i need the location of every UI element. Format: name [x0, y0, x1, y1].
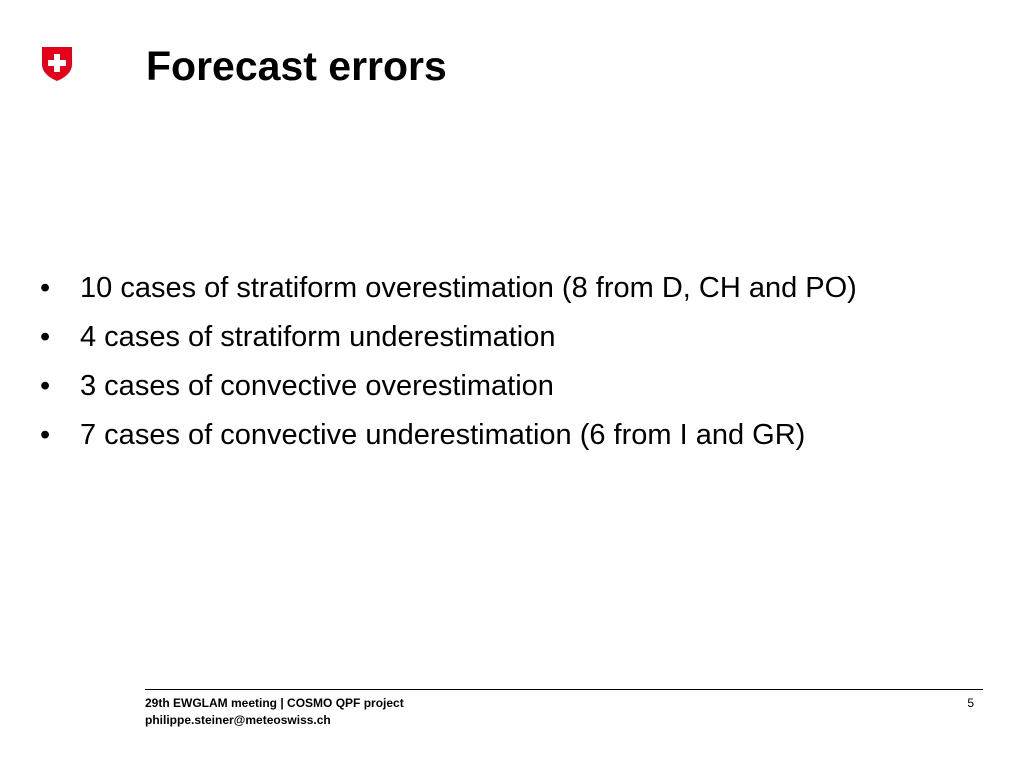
bullet-dot: • [40, 370, 51, 402]
swiss-shield-icon [41, 46, 73, 82]
bullet-text: 3 cases of convective overestimation [80, 370, 554, 402]
bullet-item [40, 264, 857, 313]
bullet-text: 7 cases of convective underestimation (6 from I and GR) [80, 419, 806, 451]
footer-divider [145, 689, 983, 690]
bullet-item [40, 362, 857, 411]
bullet-text: 4 cases of stratiform underestimation [80, 321, 556, 353]
page-number: 5 [967, 696, 974, 710]
bullet-item [40, 411, 857, 460]
footer-event: 29th EWGLAM meeting | COSMO QPF project [145, 696, 404, 710]
bullet-text: 10 cases of stratiform overestimation (8 from D, CH and PO) [80, 272, 857, 304]
bullet-dot: • [40, 321, 51, 353]
footer-email: philippe.steiner@meteoswiss.ch [145, 713, 331, 727]
bullet-dot: • [40, 419, 51, 451]
bullet-item [40, 313, 857, 362]
footer-info [145, 695, 404, 729]
slide-title: Forecast errors [146, 43, 447, 89]
bullet-list [40, 264, 857, 460]
bullet-dot: • [40, 272, 51, 304]
